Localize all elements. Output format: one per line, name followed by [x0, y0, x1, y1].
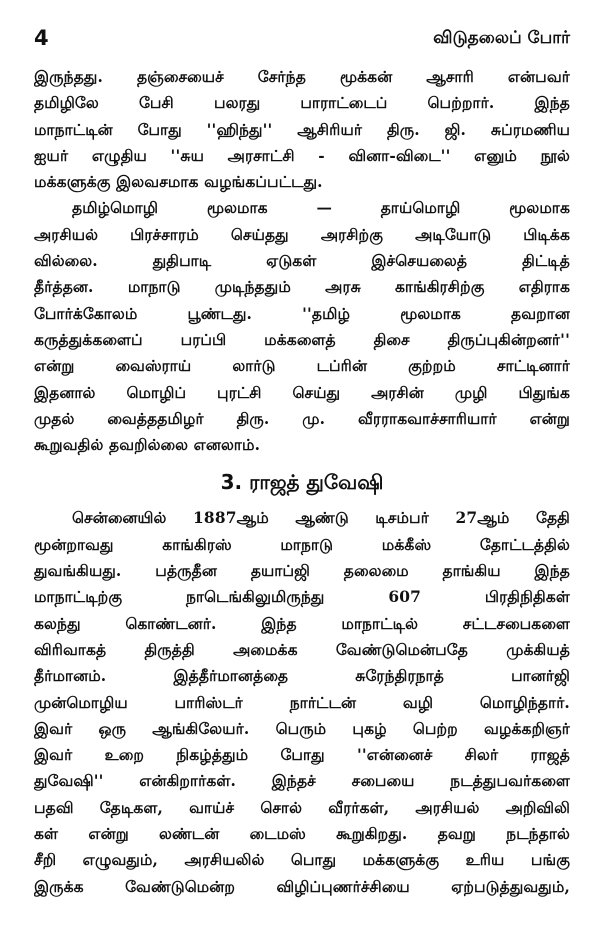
text-line: கள் என்று லண்டன் டைமஸ் கூறுகிறது. தவறு நடந்தால்: [34, 825, 570, 844]
paragraph-1: [34, 64, 570, 195]
text-line: இவர் ஒரு ஆங்கிலேயர். பெரும் புகழ் பெற்ற வழக்கறிஞர்: [34, 719, 570, 738]
text-line: மூன்றாவது காங்கிரஸ் மாநாடு மக்கீஸ் தோட்டத்தில்: [34, 535, 570, 554]
text-line: முதல் வைத்ததமிழர் திரு. மு. வீரராகவாச்சாரியார் என்று: [34, 409, 570, 428]
text-line: கருத்துக்களைப் பரப்பி மக்களைத் திசை திருப்புகின்றனர்'': [34, 330, 570, 349]
text-line: கலந்து கொண்டனர். இந்த மாநாட்டில் சட்டசபைகளை: [34, 614, 570, 633]
section-heading: 3. ராஜத் துவேஷி: [220, 470, 384, 495]
text-line: துவங்கியது. பத்ருதீன தயாப்ஜி தலைமை தாங்கிய இந்த: [34, 562, 570, 581]
text-line: அரசியல் பிரச்சாரம் செய்தது அரசிற்கு அடியோடு பிடிக்க: [34, 225, 570, 244]
text-line: போர்க்கோலம் பூண்டது. ''தமிழ் மூலமாக தவறான: [34, 304, 570, 323]
page-header: [34, 26, 570, 52]
text-line: விரிவாகத் திருத்தி அமைக்க வேண்டுமென்பதே முக்கியத்: [34, 640, 570, 659]
text-line: தீர்த்தன. மாநாடு முடிந்ததும் அரசு காங்கிரசிற்கு எதிராக: [34, 278, 570, 297]
text-line: இவர் உறை நிகழ்த்தும் போது ''என்னைச் சிலர் ராஜத்: [34, 746, 570, 765]
paragraph-3: [34, 505, 570, 899]
text-line: மக்களுக்கு இலவசமாக வழங்கப்பட்டது.: [34, 173, 323, 192]
text-line: கூறுவதில் தவறில்லை எனலாம்.: [34, 436, 261, 455]
text-line: தீர்மானம். இத்தீர்மானத்தை சுரேந்திரநாத் பானர்ஜி: [34, 667, 570, 686]
text-line: துவேஷி'' என்கிறார்கள். இந்தச் சபையை நடத்துபவர்களை: [34, 772, 570, 791]
running-title: விடுதலைப் போர்: [433, 28, 570, 48]
page-number: 4: [34, 26, 49, 50]
text-line: தமிழிலே பேசி பலரது பாராட்டைப் பெற்றார். இந்த: [34, 94, 570, 113]
text-line: முன்மொழிய பாரிஸ்டர் நார்ட்டன் வழி மொழிந்தார்.: [34, 693, 570, 712]
text-line: இருக்க வேண்டுமென்ற விழிப்புணர்ச்சியை ஏற்படுத்துவதும்,: [34, 877, 570, 896]
text-line: சென்னையில் 1887ஆம் ஆண்டு டிசம்பர் 27ஆம் தேதி: [72, 509, 570, 528]
text-line: மாநாட்டிற்கு நாடெங்கிலுமிருந்து 607 பிரதிநிதிகள்: [34, 588, 570, 607]
text-line: என்று வைஸ்ராய் லார்டு டப்ரின் குற்றம் சாட்டினார்: [34, 357, 570, 376]
text-line: மாநாட்டின் போது ''ஹிந்து'' ஆசிரியர் திரு. ஜி. சுப்ரமணிய: [34, 120, 570, 139]
text-line: இதனால் மொழிப் புரட்சி செய்து அரசின் முழி பிதுங்க: [34, 383, 570, 402]
page-body: [34, 64, 570, 900]
text-line: தமிழ்மொழி மூலமாக — தாய்மொழி மூலமாக: [72, 199, 570, 218]
text-line: இருந்தது. தஞ்சையைச் சேர்ந்த மூக்கன் ஆசாரி என்பவர்: [34, 68, 570, 86]
text-line: பதவி தேடிகள, வாய்ச் சொல் வீரர்கள், அரசியல் அறிவிலி: [34, 798, 570, 817]
text-line: ஐயர் எழுதிய ''சுய அரசாட்சி - வினா-விடை'' எனும் நூல்: [34, 146, 570, 165]
text-line: சீறி எழுவதும், அரசியலில் பொது மக்களுக்கு உரிய பங்கு: [34, 851, 570, 870]
text-line: வில்லை. துதிபாடி ஏடுகள் இச்செயலைத் திட்டித்: [34, 252, 570, 271]
paragraph-2: [34, 195, 570, 458]
